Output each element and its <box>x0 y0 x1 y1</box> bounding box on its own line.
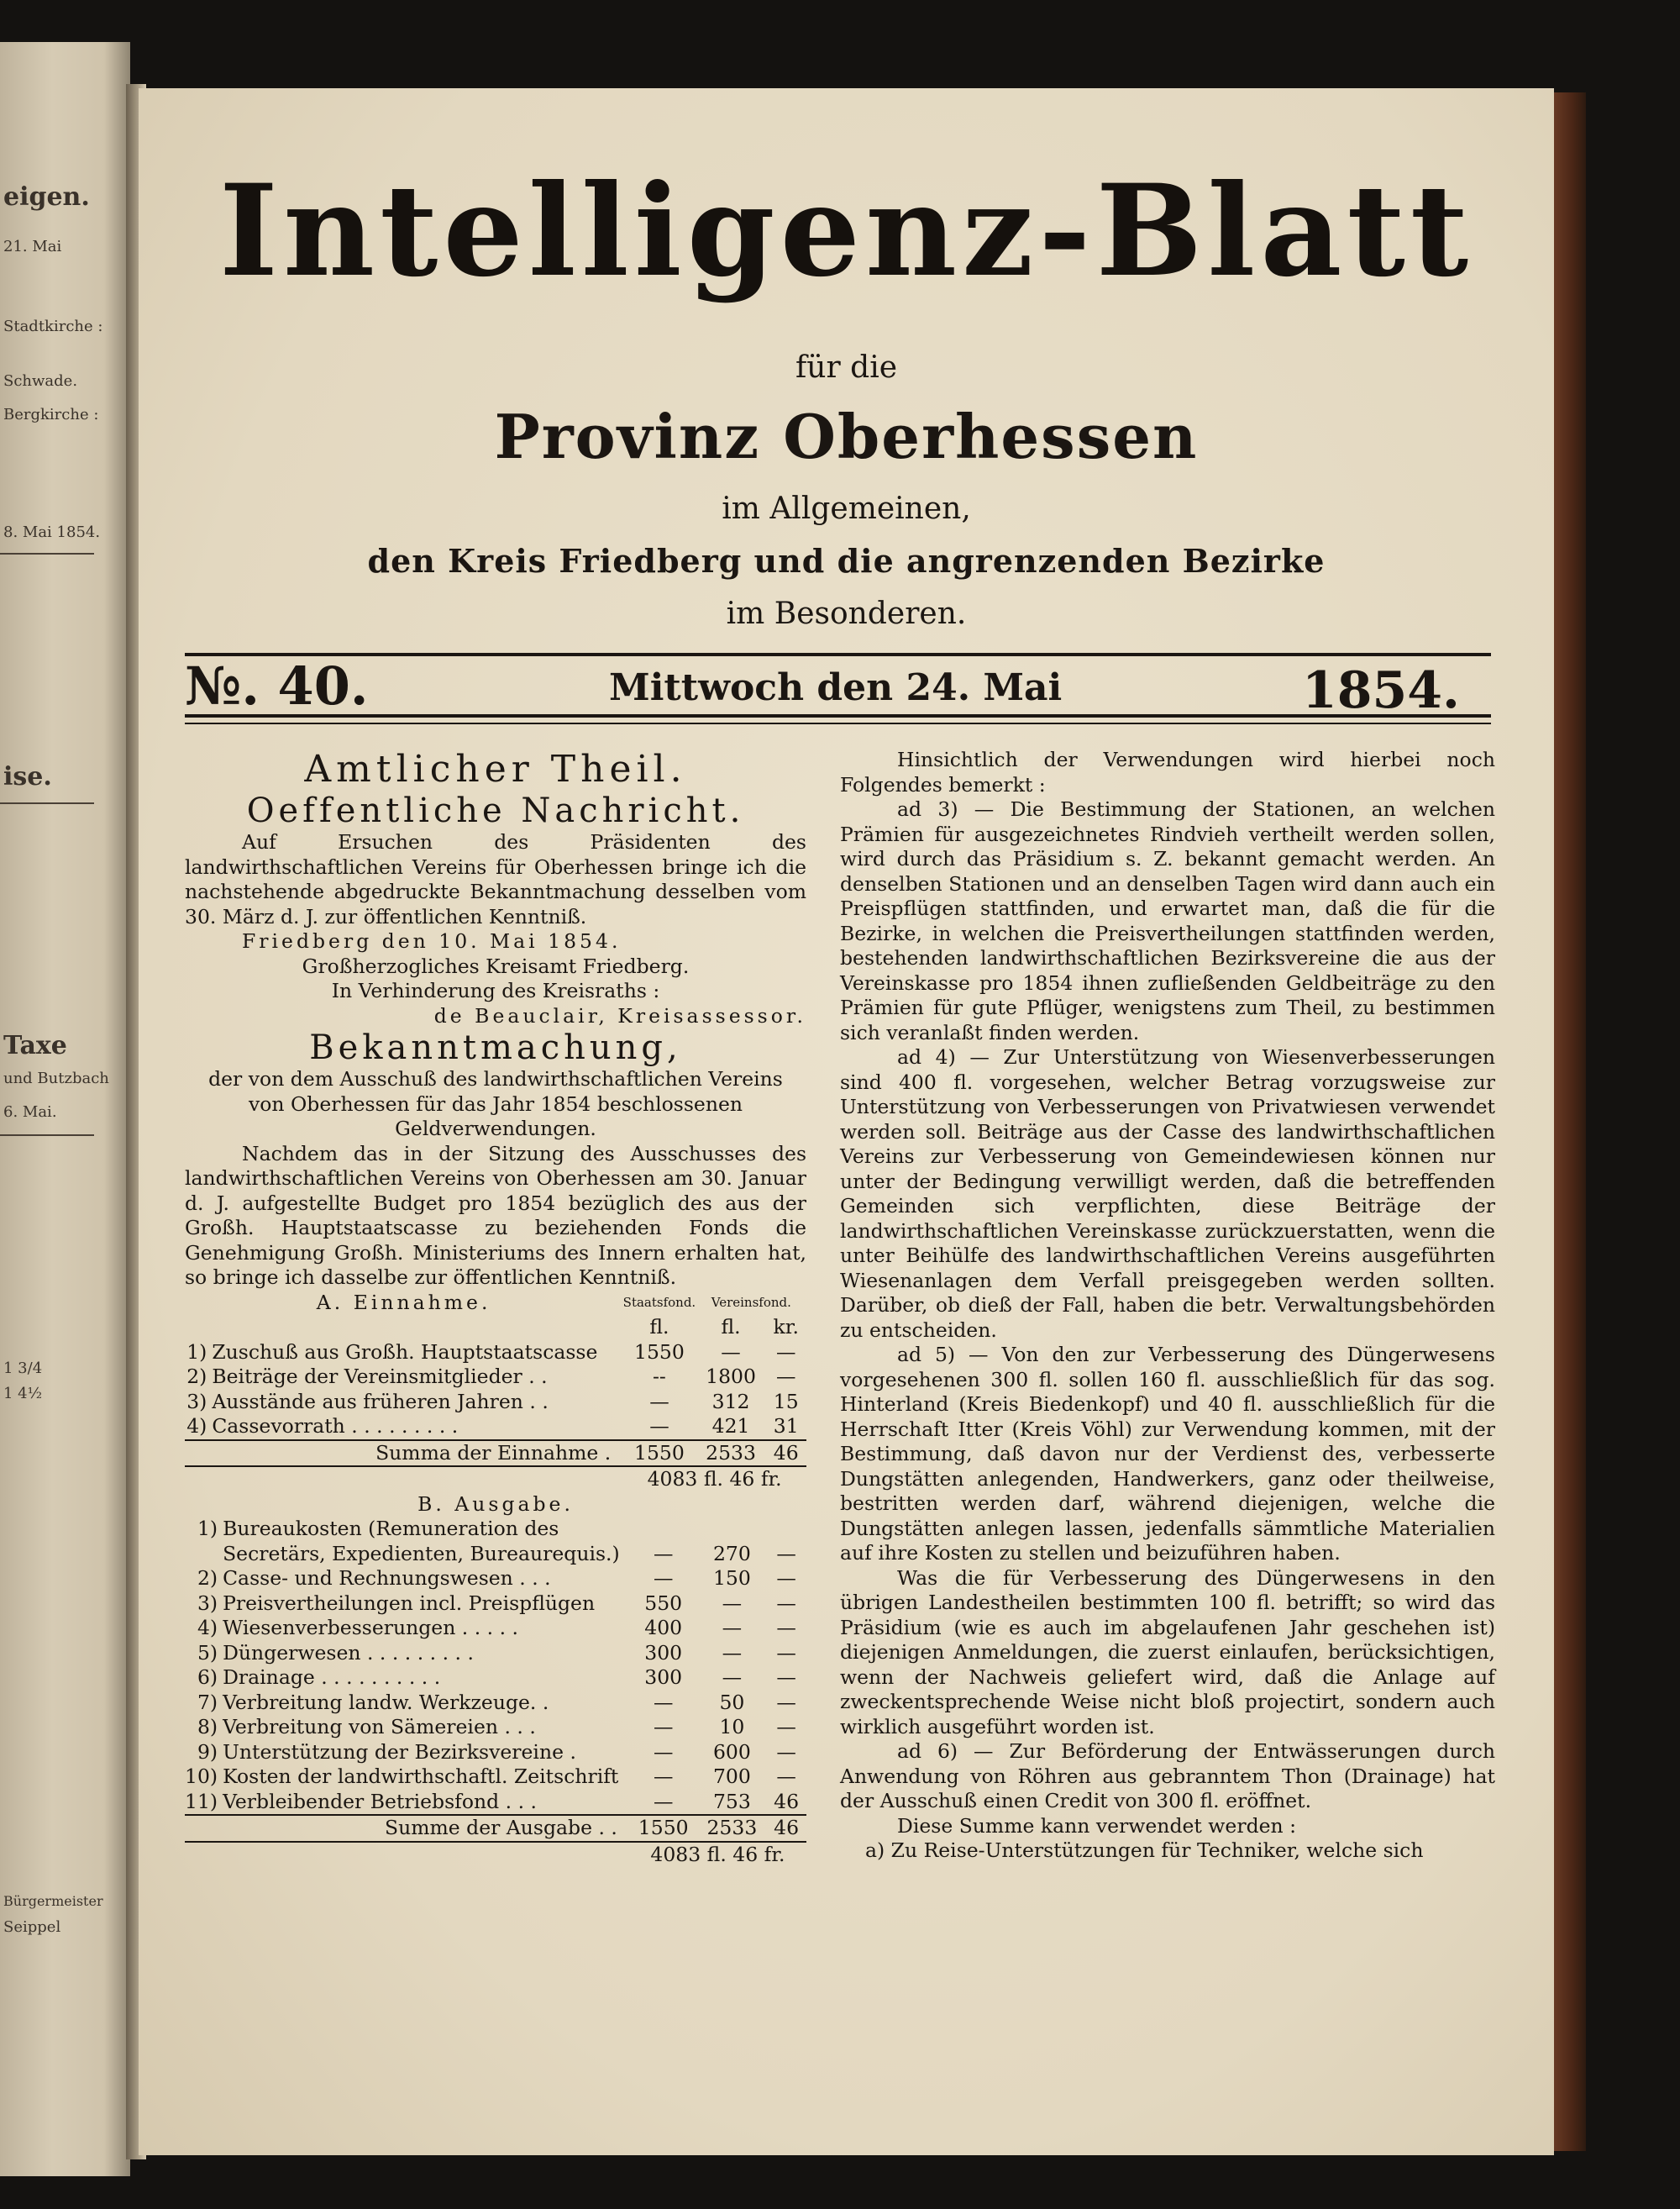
section-heading: Amtlicher Theil. <box>304 748 687 791</box>
kreuzer-amount: — <box>776 1765 796 1788</box>
kreuzer-amount: — <box>775 1339 796 1364</box>
total-row <box>185 1466 806 1492</box>
right-column <box>840 748 1495 1864</box>
row-label: Düngerwesen . . . . . . . . . <box>223 1640 474 1665</box>
table-row <box>185 1616 806 1641</box>
kreuzer-amount: — <box>776 1541 796 1565</box>
row-number: 8) <box>197 1715 218 1738</box>
facing-fragment: ise. <box>3 762 52 792</box>
row-label: Bureaukosten (Remuneration des Secretärs, Expedienten, Bureaurequis.) <box>223 1517 620 1565</box>
assoc-amount: 600 <box>712 1739 751 1764</box>
paragraph-item-a: a) Zu Reise-Unterstützungen für Techniker, welche sich <box>865 1838 1424 1862</box>
kreuzer-amount: — <box>776 1616 796 1639</box>
facing-fragment: 1 4½ <box>3 1385 43 1402</box>
row-label: Kosten der landwirthschaftl. Zeitschrift <box>223 1765 619 1788</box>
row-number: 6) <box>197 1665 218 1689</box>
table-row <box>185 1691 806 1716</box>
state-amount: — <box>649 1414 669 1438</box>
facing-rule <box>0 802 94 804</box>
masthead-title: Intelligenz-Blatt <box>218 157 1474 305</box>
issuing-office: Großherzogliches Kreisamt Friedberg. <box>302 954 690 978</box>
table-row <box>185 1740 806 1765</box>
deputy-line: In Verhinderung des Kreisraths : <box>331 979 660 1002</box>
table-row <box>185 1365 806 1390</box>
kreuzer-amount: 31 <box>773 1414 799 1438</box>
facing-rule <box>0 553 94 555</box>
facing-fragment: Taxe <box>3 1031 67 1060</box>
row-number: 1) <box>186 1339 207 1364</box>
state-amount: — <box>653 1789 674 1813</box>
notice-heading: Oeffentliche Nachricht. <box>246 792 745 830</box>
state-amount: 300 <box>644 1640 683 1665</box>
table-row <box>185 1765 806 1790</box>
facing-fragment: und Butzbach <box>3 1070 109 1087</box>
row-number: 1) <box>197 1517 218 1540</box>
kreuzer-amount: 46 <box>774 1789 800 1813</box>
row-number: 3) <box>186 1389 207 1413</box>
assoc-amount: — <box>722 1665 743 1689</box>
assoc-amount: 50 <box>719 1690 745 1714</box>
state-amount: — <box>653 1765 674 1788</box>
state-amount: 300 <box>644 1665 683 1689</box>
notice-text: Auf Ersuchen des Präsidenten des landwirthschaftlichen Vereins für Oberhessen bringe ich die nachstehende abgedruckte Bekanntmachung desselben vom 30. März d. J. zur öffentlichen Kenntniß. <box>185 830 806 928</box>
kreuzer-amount: — <box>776 1690 796 1714</box>
sum-assoc: 2533 <box>696 1440 766 1467</box>
masthead-particular: im Besonderen. <box>726 597 967 631</box>
row-number: 4) <box>186 1414 207 1438</box>
table-row <box>185 1566 806 1591</box>
expense-title: B. Ausgabe. <box>417 1491 574 1516</box>
row-number: 2) <box>197 1566 218 1590</box>
kreuzer-amount: — <box>776 1715 796 1738</box>
table-row <box>185 1340 806 1365</box>
sum-kr: 46 <box>765 1440 806 1467</box>
row-label: Zuschuß aus Großh. Hauptstaatscasse <box>212 1339 598 1364</box>
row-label: Ausstände aus früheren Jahren . . <box>212 1389 549 1413</box>
assoc-amount: 1800 <box>706 1365 756 1388</box>
row-label: Wiesenverbesserungen . . . . . <box>223 1616 519 1639</box>
facing-fragment: Schwade. <box>3 372 78 390</box>
grand-total: 4083 fl. 46 fr. <box>622 1466 806 1492</box>
total-row <box>185 1842 806 1868</box>
remarks-intro: Hinsichtlich der Verwendungen wird hierbei noch Folgendes bemerkt : <box>840 748 1495 797</box>
announcement-text: Nachdem das in der Sitzung des Ausschusses des landwirthschaftlichen Vereins von Oberhessen am 30. Januar d. J. aufgestellte Budget pro 1854 bezüglich des aus der Großh. Hauptstaatscasse zu beziehenden Fonds die Genehmigung Großh. Ministeriums des Innern erhalten hat, so bringe ich dasselbe zur öffentlichen Kenntniß. <box>185 1141 806 1289</box>
unit-fl: fl. <box>721 1315 741 1339</box>
announcement-subtitle: der von dem Ausschuß des landwirthschaftlichen Vereins von Oberhessen für das Jahr 1854 beschlossenen Geldverwendungen. <box>208 1067 783 1140</box>
header-rule <box>185 723 1491 724</box>
masthead-province: Provinz Oberhessen <box>494 401 1199 472</box>
left-column <box>185 748 806 1867</box>
facing-fragment: 21. Mai <box>3 238 62 255</box>
table-row <box>185 1591 806 1617</box>
state-amount: — <box>649 1389 669 1413</box>
paragraph-ad-6: ad 6) — Zur Beförderung der Entwässerungen durch Anwendung von Röhren aus gebranntem Thon (Drainage) hat der Ausschuß einen Credit von 300 fl. eröffnet. <box>840 1739 1495 1812</box>
kreuzer-amount: — <box>775 1365 796 1388</box>
grand-total: 4083 fl. 46 fr. <box>629 1842 806 1868</box>
income-table <box>185 1291 806 1492</box>
sum-row <box>185 1440 806 1467</box>
facing-rule <box>0 1134 94 1136</box>
row-number: 3) <box>197 1591 218 1615</box>
table-row <box>185 1665 806 1691</box>
row-label: Casse- und Rechnungswesen . . . <box>223 1566 551 1590</box>
place-date: Friedberg den 10. Mai 1854. <box>242 929 622 953</box>
facing-fragment: eigen. <box>3 182 90 212</box>
assoc-amount: 421 <box>711 1414 750 1438</box>
paragraph-ad-6-continued: Diese Summe kann verwendet werden : <box>897 1813 1297 1838</box>
sum-row <box>185 1815 806 1842</box>
row-label: Drainage . . . . . . . . . . <box>223 1665 441 1689</box>
state-amount: -- <box>652 1365 666 1388</box>
sum-label: Summe der Ausgabe . . <box>223 1815 629 1842</box>
table-row <box>185 1517 806 1566</box>
sum-state: 1550 <box>622 1440 696 1467</box>
paragraph-ad-5: ad 5) — Von den zur Verbesserung des Düngerwesens vorgesehenen 300 fl. sollen 160 fl. ausschließlich für das sog. Hinterland (Kreis Biedenkopf) und 40 fl. ausschließlich für die Herrschaft Itter (Kreis Vöhl) zur Verwendung kommen, mit der Bestimmung, daß davon nur der Verdienst des, verbesserte Dungstätten anlegenden, Handwerkers, ganz oder theilweise, bestritten werden darf, während diejenigen, welche die Dungstätten anlegen lassen, jedenfalls sämmtliche Materialien auf ihre Kosten zu stellen und beizuführen haben. <box>840 1343 1495 1565</box>
kreuzer-amount: — <box>776 1591 796 1615</box>
assoc-amount: — <box>722 1616 743 1639</box>
state-fund-header: Staatsfond. <box>622 1295 696 1311</box>
facing-fragment: 6. Mai. <box>3 1103 57 1121</box>
expense-table <box>185 1492 806 1868</box>
header-rule <box>185 714 1491 718</box>
row-number: 4) <box>197 1616 218 1639</box>
facing-fragment: 1 3/4 <box>3 1360 43 1377</box>
assoc-fund-header: Vereinsfond. <box>711 1295 791 1311</box>
issue-date: Mittwoch den 24. Mai <box>609 666 1063 709</box>
sum-assoc: 2533 <box>698 1815 767 1842</box>
header-rule <box>185 653 1491 656</box>
sum-kr: 46 <box>766 1815 806 1842</box>
row-number: 7) <box>197 1690 218 1714</box>
row-label: Verbreitung landw. Werkzeuge. . <box>223 1690 549 1714</box>
row-number: 5) <box>197 1640 218 1665</box>
row-label: Beiträge der Vereinsmitglieder . . <box>212 1365 548 1388</box>
table-row <box>185 1790 806 1816</box>
state-amount: — <box>653 1739 674 1764</box>
row-label: Verbleibender Betriebsfond . . . <box>223 1789 537 1813</box>
state-amount: — <box>653 1690 674 1714</box>
row-number: 9) <box>197 1739 218 1764</box>
state-amount: — <box>653 1715 674 1738</box>
row-label: Verbreitung von Sämereien . . . <box>223 1715 536 1738</box>
kreuzer-amount: — <box>776 1566 796 1590</box>
assoc-amount: 312 <box>711 1389 750 1413</box>
sum-state: 1550 <box>629 1815 698 1842</box>
kreuzer-amount: 15 <box>773 1389 799 1413</box>
assoc-amount: 753 <box>712 1789 751 1813</box>
unit-fl: fl. <box>649 1315 669 1339</box>
unit-kr: kr. <box>773 1315 799 1339</box>
table-row <box>185 1390 806 1415</box>
row-label: Unterstützung der Bezirksvereine . <box>223 1739 576 1764</box>
row-label: Cassevorrath . . . . . . . . . <box>212 1414 459 1438</box>
masthead-general: im Allgemeinen, <box>722 492 971 526</box>
assoc-amount: 700 <box>712 1765 751 1788</box>
assoc-amount: 10 <box>719 1715 745 1738</box>
state-amount: 1550 <box>634 1339 685 1364</box>
table-row <box>185 1414 806 1440</box>
state-amount: 400 <box>644 1616 683 1639</box>
kreuzer-amount: — <box>776 1739 796 1764</box>
assoc-amount: — <box>722 1591 743 1615</box>
kreuzer-amount: — <box>776 1665 796 1689</box>
paragraph-ad-3: ad 3) — Die Bestimmung der Stationen, an welchen Prämien für ausgezeichnetes Rindvieh vertheilt werden sollen, wird durch das Präsidium s. Z. bekannt gemacht werden. An denselben Stationen und an denselben Tagen wird dann auch ein Preispflügen stattfinden, und erwartet man, daß die für die Bezirke, in welchen die Preisvertheilungen stattfinden werden, bestehenden landwirthschaftlichen Bezirksvereine die aus der Vereinskasse pro 1854 ihnen zufließenden Geldbeiträge zu den Prämien für gute Pflüger, wenigstens zum Theil, zu bestimmen sich veranlaßt finden werden. <box>840 797 1495 1044</box>
facing-page <box>0 42 130 2176</box>
row-label: Preisvertheilungen incl. Preispflügen <box>223 1591 596 1615</box>
facing-fragment: 8. Mai 1854. <box>3 523 101 541</box>
announcement-heading: Bekanntmachung, <box>309 1028 682 1067</box>
assoc-amount: — <box>721 1339 741 1364</box>
facing-fragment: Stadtkirche : <box>3 318 103 335</box>
newspaper-page <box>139 88 1554 2155</box>
kreuzer-amount: — <box>776 1640 796 1665</box>
book-cover-edge <box>1552 92 1586 2151</box>
issue-number: №. 40. <box>185 655 369 717</box>
facing-fragment: Seippel <box>3 1918 61 1936</box>
state-amount: — <box>653 1566 674 1590</box>
issue-year: 1854. <box>1302 661 1460 720</box>
row-number: 2) <box>186 1365 207 1388</box>
paragraph-ad-5-continued: Was die für Verbesserung des Düngerwesens in den übrigen Landestheilen bestimmten 100 fl. betrifft; so wird das Präsidium (wie es auch im abgelaufenen Jahr geschehen ist) diejenigen Anmeldungen, die zuerst einlaufen, berücksichtigen, wenn der Nachweis geliefert wird, daß die Anlage auf zweckentsprechende Weise nicht bloß projectirt, sondern auch wirklich ausgeführt worden ist. <box>840 1565 1495 1738</box>
assoc-amount: 270 <box>712 1541 751 1565</box>
income-title: A. Einnahme. <box>316 1290 491 1314</box>
assoc-amount: — <box>722 1640 743 1665</box>
table-row <box>185 1715 806 1740</box>
sum-label: Summa der Einnahme . <box>212 1440 622 1467</box>
row-number: 11) <box>185 1789 218 1813</box>
table-row <box>185 1641 806 1666</box>
row-number: 10) <box>185 1765 218 1788</box>
state-amount: — <box>653 1541 674 1565</box>
facing-fragment: Bergkirche : <box>3 406 99 423</box>
masthead-districts: den Kreis Friedberg und die angrenzenden Bezirke <box>367 542 1326 580</box>
masthead-for-the: für die <box>795 350 898 385</box>
paragraph-ad-4: ad 4) — Zur Unterstützung von Wiesenverbesserungen sind 400 fl. vorgesehen, welcher Betrag vorzugsweise zur Unterstützung von Verbesserungen von Privatwiesen verwendet werden soll. Beiträge aus der Casse des landwirthschaftlichen Vereins zur Verbesserung von Gemeindewiesen können nur unter der Bedingung verwilligt werden, daß die betreffenden Gemeinden sich verpflichten, diese Beiträge der landwirthschaftlichen Vereinskasse zurückzuerstatten, wenn die unter Beihülfe des landwirthschaftlichen Vereins ausgeführten Wiesenanlagen dem Verfall preisgegeben werden sollten. Darüber, ob dieß der Fall, haben die betr. Verwaltungsbehörden zu entscheiden. <box>840 1045 1495 1342</box>
state-amount: 550 <box>644 1591 683 1615</box>
facing-fragment: Bürgermeister <box>3 1893 103 1909</box>
assoc-amount: 150 <box>712 1566 751 1590</box>
signature: de Beauclair, Kreisassessor. <box>433 1003 806 1028</box>
